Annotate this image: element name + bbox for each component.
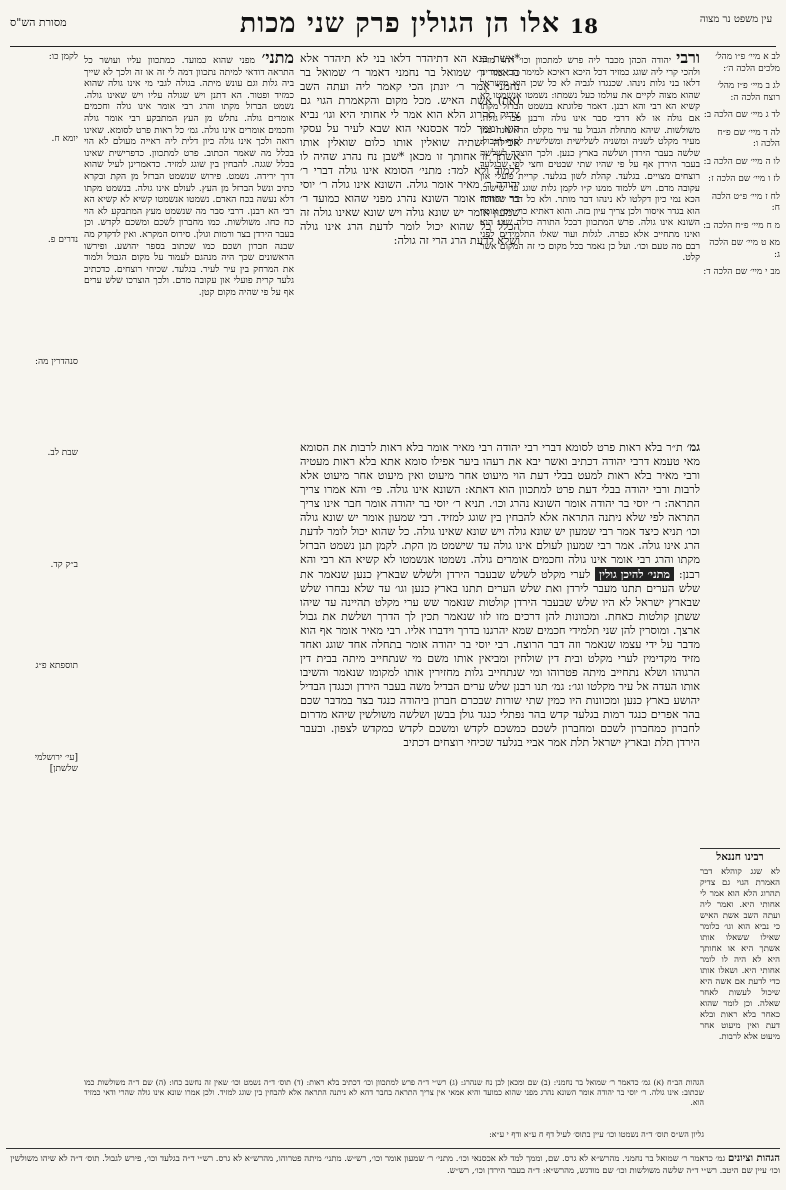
page-title: אלו הן הגולין פרק שני מכות xyxy=(239,8,561,39)
mesorat-note: [עי׳ ירושלמי שלשתן] xyxy=(34,752,78,774)
mesorat-note: יומא ח. xyxy=(51,133,78,144)
ein-mishpat-note: לה ד מיי׳ שם פ״ח הלכה ו: xyxy=(717,127,780,149)
tosafot-opening-word: מתני׳ xyxy=(261,52,294,67)
chananel-text: לא שגג קוהלא דבר האמרת הגוי גם צדיק תהרוג הלא הוא אמר לי אחותי היא. ואמר ליה ועתה השב אשת האיש כי נביא הוא וגו׳ כלומר שאילו ששאלו אותו אשתך היא או אחותך היא לא היה לו לומר אחותי היא. ושאלו אותו כדי לדעת אם אשה היא שיכול לעשות לאחר שאלה. וכן לומר שהוא כאחר בלא ראות ובלא דעת ואין מיעוט אחר מיעוט אלא לרבות. xyxy=(700,867,780,1042)
mishna-heading: מתני׳ להיכן גולין xyxy=(595,567,674,581)
ein-mishpat-margin xyxy=(702,52,780,285)
page-header xyxy=(10,6,776,47)
rashi-text: יהודה הכהן מכבד ליה פרש למתכוון וכו׳ דהוי מזיד ולהכי קרי ליה שוגג כמזיד דכל היכא דאיכא למימר הכי אמרינן דלאו בני גלות נינהו. שכנגדו לגביה לא כל שכן הוא מישראל שהוא מצוה לקיים את עולמו כעל נשמתו: נשמטו אנשמטו לא קשיא הא רבי והא רבנן. דאמר פלוגתא בנשמט הברזל מקתו אם גולה או לא דרבי סבר אינו גולה ורבנן סברי גולה. משולשות. שיהא מתחלת הגבול עד עיר מקלט הראשונה כמו מעיר מקלט לשניה ומשניה לשלישית ומשלישית לסוף הגבול. שלשה בעבר הירדן ושלשה בארץ כנען. ולכך הוצרך לשלשה בעבר הירדן אף על פי שהיו שתי שבטים וחצי לפי שבגלעד רוצחים מצויים. בגלעד. קהלת לשון בגלעד. קריית פועלי און עקובה מדם. ויש ללמוד ממנו ק״ו לקמן גלות שוגג עד שישוב. הכא נמי כיון דקלטו לא נינהו דבר מותר. ולא כל דבר שמוזכר הוא בגדר איסור ולכן צריך עיון בזה. והוא דאתיא כר׳ יוסי אומר השונא אינו גולה. פרש המתכוון דבכל התורה כולה שוגג הוא ואינו מתחייב אלא כפרה. לגלות ועוד שאלו התלמידים לפני רבם מה טעם וכו׳. ועל כן נאמר בכל מקום כי זה המקום אשר קלט. xyxy=(480,55,700,264)
mesorat-heading: מסורת הש"ס xyxy=(10,16,67,29)
ein-mishpat-note: לו ה מיי׳ שם הלכה ב: xyxy=(703,156,780,167)
mesorat-note: תוספתא פ״ג xyxy=(35,661,78,671)
hagahot-vetziyunim xyxy=(6,1148,780,1177)
rashi-opening-word: ורבי xyxy=(676,52,700,67)
mesorat-margin xyxy=(6,52,78,782)
ein-mishpat-note: לב א מיי׳ פ״ו מהל׳ מלכים הלכה ה׳: xyxy=(715,52,780,74)
mesorat-note: סנהדרין מה: xyxy=(34,356,78,367)
hagahot-text: גמ׳ כדאמר ר׳ שמואל בר נחמני. מהרש״א לא גרס. שם, וממך למד לא אכסנאי וכו׳. מתני׳ ר׳ שמעון אומר וכו׳, רש״ש. מתני׳ מיתה פטרוהו, מהרש״א לא גרס. רש״י ד״ה בגלעד וכו׳, פירש לגבול. תוס׳ ד״ה לא שיהו משולשין וכו׳ עיין שם היטב. רש״י ד״ה שלשה משולשות וכו׳ שם מודגש, מהרש״א: ד״ה בעבר הירדן וכו׳, רש״ש. xyxy=(10,1154,780,1176)
ein-mishpat-heading: עין משפט נר מצוה xyxy=(699,14,773,25)
hagahot-title: הגהות וציונים xyxy=(727,1153,780,1164)
gemara-label: גמ׳ xyxy=(686,440,700,454)
gilyon-hashas: גליון הש״ס תוס׳ ד״ה נשמטו וכו׳ עיין בתוס׳ לעיל דף ח ע״א ודף י ע״א: xyxy=(489,1130,704,1139)
gemara-main-text: ת״ר בלא ראות פרט לסומא דברי רבי יהודה רבי מאיר אומר בלא ראות לרבות את הסומא מאי טעמא דרבי יהודה דכתיב ואשר יבא את רעהו ביער אפילו סומא אתא בלא ראות מעטיה ורבי מאיר בלא ראות למעט בבלי דעת הוי מיעוט אחר מיעוט ואין מיעוט אחר מיעוט אלא לרבות ורבי יהודה בבלי דעת פרט למתכוון הוא דאתא: השונא אינו גולה. פי׳ והא אמרו צריך התראה: ר׳ יוסי בר יהודה אומר השונא נהרג וכו׳. תניא ר׳ יוסי בר יהודה אומר חבר אינו צריך התראה לפי שלא ניתנה התראה אלא להבחין בין שוגג למזיד. רבי שמעון אומר יש שונא גולה וכו׳ תניא כיצד אמר רבי שמעון יש שונא גולה ויש שונא שאינו גולה. כל שהוא יכול לומר לדעת הרג אינו גולה. אמר רבי שמעון לעולם אינו גולה עד שישמט מן הקת. לקמן תנן נשמט הברזל מקתו והרג רבי אומר אינו גולה וחכמים אומרים גולה. נשמטו אנשמטו לא קשיא הא רבי והא רבנן: xyxy=(300,441,700,581)
ein-mishpat-note: לג ב מיי׳ פ״ז מהל׳ רוצח הלכה ה: xyxy=(717,81,780,103)
tosafot-text: מפני שהוא כמועד. כמתכוון עליו ועושר כל התראה דודאי למיתה נתכוון דמה לי זה או זה ולכך לא שייך ביה גלות וגם עונש מיתה. בגולה לגבי מי אינו גולה שהוא כמזיד ופטור. הא דתנן ויש שגולה עליו ויש שאינו גולה. נשמט הברזל מקתו והרג רבי אומר אינו גולה וחכמים אומרים גולה. נתלש מן העץ המתבקע רבי אומר גולה וחכמים אומרים אינו גולה. גמ׳ כל ראות פרט לסומא. שאינו רואה ולכך אינו גולה כיון דלית ליה ראייה מעולם לא הוי בכלל מה שאמר הכתוב. פרט למתכוון. כדפרישית שאינו בכלל שגגה. להבחין בין שוגג למזיד. כדאמרינן לעיל שהוא דרך ירידה. נשמט. פירוש שנשמט הברזל מן הקת ובקרא כתיב ונשל הברזל מן העץ. לעולם אינו גולה. בנשמט מקתו דלא נעשה בכח האדם. נשמטו אנשמטו קשיא לא קשיא הא רבי הא רבנן. דרבי סבר מה שנשמט מעץ המתבקע לא הוי כח כחו. משולשות. כמו מחברון לשכם ומשכם לקדש. וכן בעבר הירדן בצר ורמות וגולן. סירוס המקרא. ואין לדקדק מה שבנה חברון ושכם כמו שכתוב בספר יהושע. ופירשו הראשונים שכך היה מנהגם לעמוד על מקום הגבול ולמוד את המרחק בין עיר לעיר. בגלעד. שכיחי רוצחים. כדכתיב גלעד קרית פועלי און עקובה מדם. ולכך הוצרכו שלש ערים אף על פי שהיה מקום קטן. xyxy=(84,55,294,298)
hagahot-habach-footnotes: הגהות הב״ח (א) גמ׳ כדאמר ר׳ שמואל בר נחמני: (ב) שם ומכאן לבן נח שנהרג: (ג) רש״י ד״ה פרש למתכוון וכו׳ דכתיב בלא ראות: (ד) תוס׳ ד״ה נשמט וכו׳ שאין זה נחשב כחו: (ה) שם ד״ה משולשות כמו שכתוב: אינו גולה. ר׳ יוסי בר יהודה אומר השונא נהרג מפני שהוא כמועד והיא אמאי אין צריך התראה בחבר דהא לא ניתנה התראה אלא להבחין בין שוגג למזיד. ולכן אמרו שונא אינו גולה שהרי ודאי כמזיד הוא. xyxy=(84,1078,704,1107)
chananel-title: רבינו חננאל xyxy=(716,851,764,863)
ein-mishpat-note: לז ו מיי׳ שם הלכה ז: xyxy=(708,174,780,184)
mesorat-note: לקמן כו: xyxy=(48,52,78,62)
ein-mishpat-note: מב י מיי׳ שם הלכה ד: xyxy=(703,267,780,277)
ein-mishpat-note: לד ג מיי׳ שם הלכה ב: xyxy=(703,110,780,120)
ein-mishpat-note: מ ח מיי׳ פ״ח הלכה ב: xyxy=(703,220,780,231)
rabbeinu-chananel-box xyxy=(700,848,780,1079)
ein-mishpat-note: מא ט מיי׳ שם הלכה ג: xyxy=(709,238,780,260)
gemara-main-block xyxy=(300,440,700,860)
page-number: 18 xyxy=(570,14,598,38)
ein-mishpat-note: לח ז מיי׳ פ״ט הלכה ח: xyxy=(711,191,780,213)
tosafot-column xyxy=(84,52,294,1070)
mesorat-note: ב״ק קד. xyxy=(50,559,78,570)
mesorat-note: שבת לב. xyxy=(47,448,78,458)
gemara-upper-block xyxy=(300,52,520,432)
gemara-upper-text: *אשת בנא הא דתיהדר דלאו בני לא תיהדר אלא כדאמר ר׳ שמואל בר נחמני דאמר ר׳ שמואל בר נחמני אמר ר׳ יונתן הכי קאמר ליה ועתה השב (את) אשת האיש. מכל מקום והקאמרת הגוי גם צדיק תהרוג הלא הוא אמר לי אחותי היא וגו׳ נביא הוא וממך למד אכסנאי הוא שבא לעיר על עסקי אכילה ושתיה שואלין אותו כלום שואלין אותו אשתך זו אחותך זו מכאן *שבן נח נהרג שהיה לו ללמוד ולא למד: מתני׳ הסומא אינו גולה דברי ר׳ יהודה ר׳ מאיר אומר גולה. השונא אינו גולה ר׳ יוסי בר יהודה אומר השונא נהרג מפני שהוא כמועד ר׳ שמעון אומר יש שונא גולה ויש שונא שאינו גולה זה הכלל כל שהוא יכול לומר לדעת הרג אינו גולה ושלא לדעת הרג הרי זה גולה: xyxy=(300,52,520,247)
mishna-text: לערי מקלט לשלש שבעבר הירדן ולשלש שבארץ כנען שנאמר את שלש הערים תתנו מעבר לירדן ואת שלש הערים תתנו בארץ כנען וגו׳ עד שלא נבחרו שלש שבארץ ישראל לא היו שלש שבעבר הירדן קולטות שנאמר שש ערי מקלט תהיינה עד שיהו ששתן קולטות כאחת. ומכוונות להן דרכים מזו לזו שנאמר תכין לך הדרך ושלשת את גבול ארצך. ומוסרין להן שני תלמידי חכמים שמא יהרגנו בדרך וידברו אליו. רבי מאיר אומר אף הוא מדבר על ידי עצמו שנאמר וזה דבר הרוצח. רבי יוסי בר יהודה אומר בתחלה אחד שוגג ואחד מזיד מקדימין לערי מקלט ובית דין שולחין ומביאין אותו משם מי שנתחייב מיתה בבית דין הרגוהו ושלא נתחייב מיתה פטרוהו ומי שנתחייב גלות מחזירין אותו למקומו שנאמר והשיבו אותו העדה אל עיר מקלטו וגו׳: גמ׳ תנו רבנן שלש ערים הבדיל משה בעבר הירדן וכנגדן הבדיל יהושע בארץ כנען ומכוונות היו כמין שתי שורות שבכרם חברון ביהודה כנגד בצר במדבר שכם בהר אפרים כנגד רמות בגלעד קדש בהר נפתלי כנגד גולן בבשן ושלשה משולשין שיהא מדרום לחברון כמחברון לשכם ומחברון לשכם כמשכם לקדש ומשכם לקדש כמקדש לצפון. ובעבר הירדן תלת ובארץ ישראל תלת אמר אביי בגלעד שכיחי רוצחים דכתיב xyxy=(300,568,700,749)
mesorat-note: נדרים פ. xyxy=(47,235,78,245)
